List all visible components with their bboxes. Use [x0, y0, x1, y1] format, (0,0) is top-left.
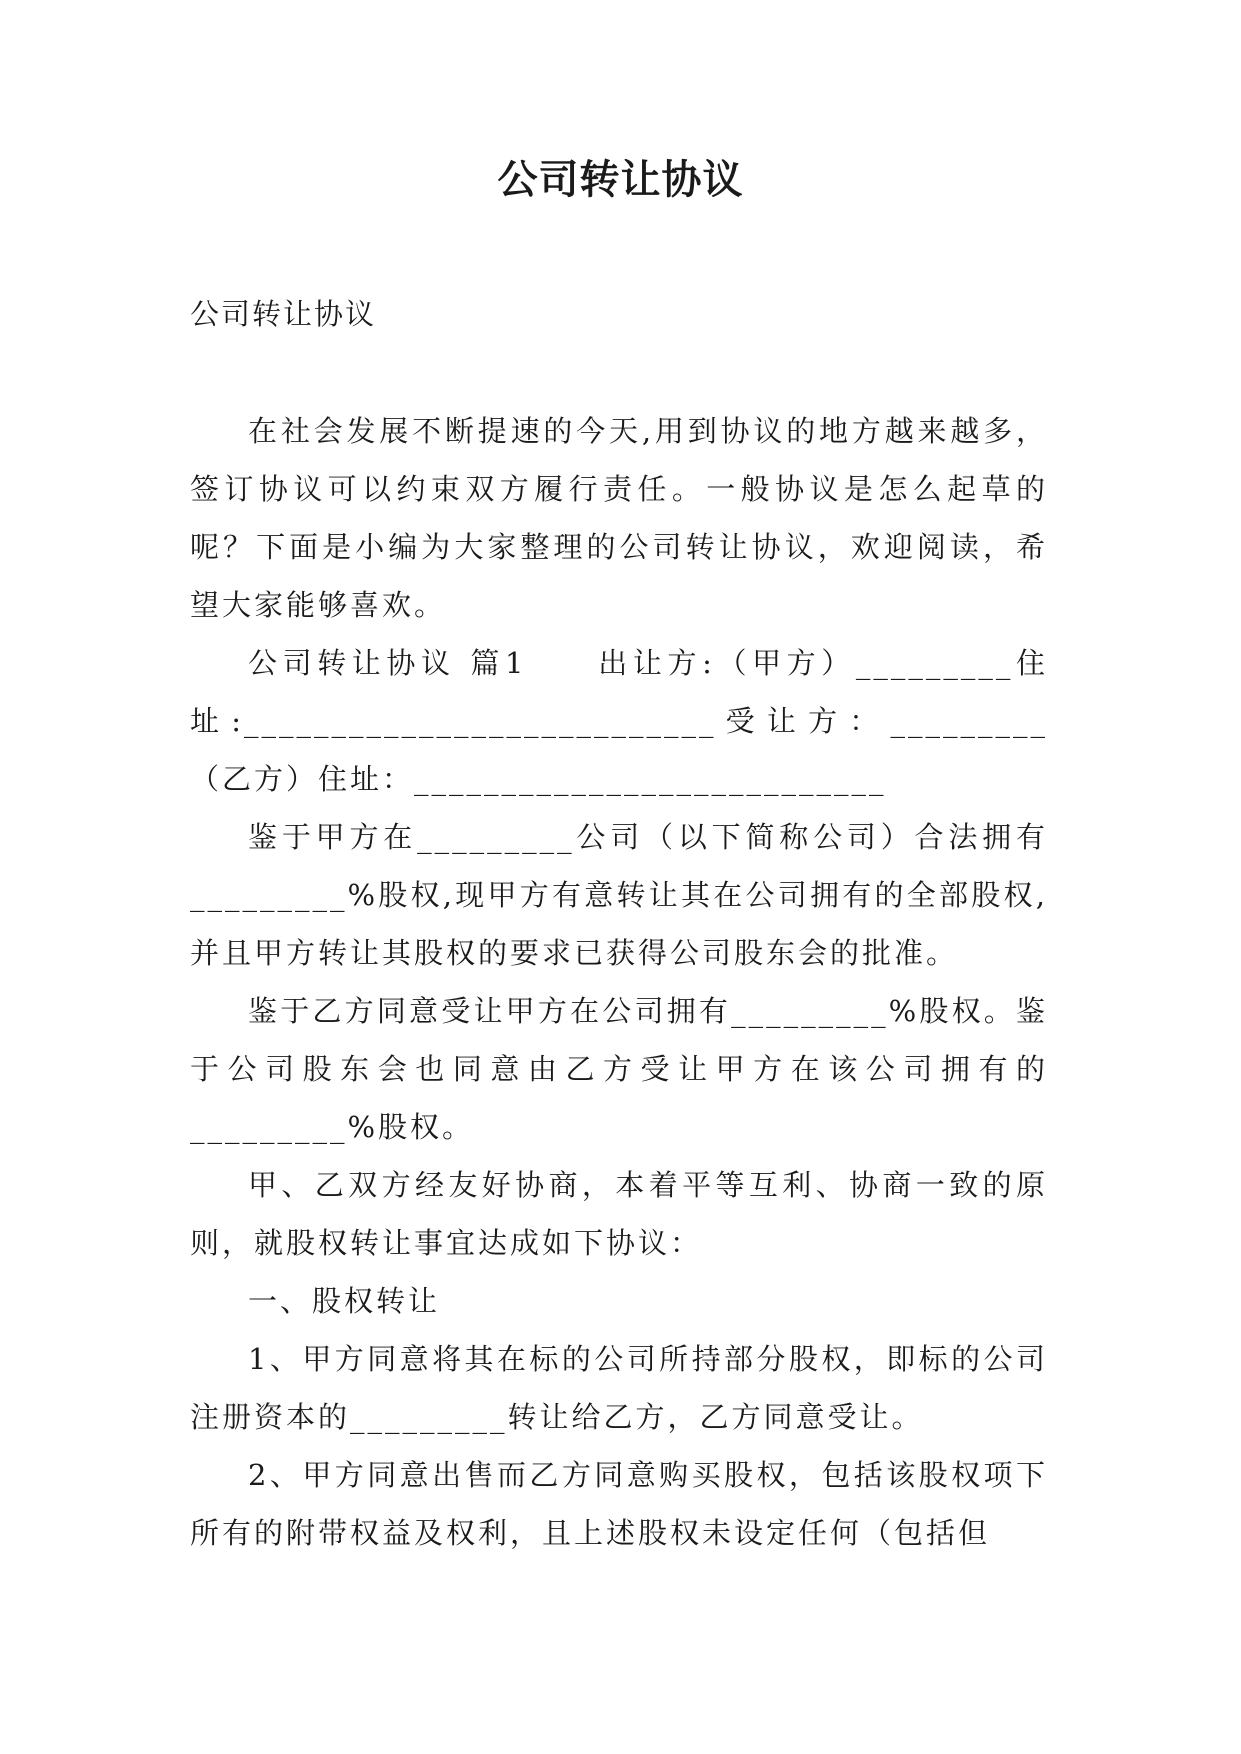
paragraph-whereas-party-a: 鉴于甲方在_________公司（以下简称公司）合法拥有_________%股权,现甲方有意转让其在公司拥有的全部股权,并且甲方转让其股权的要求已获得公司股东会的批准。 [190, 820, 1048, 970]
clause-1: 1、甲方同意将其在标的公司所持部分股权，即标的公司注册资本的_________转让给乙方，乙方同意受让。 [190, 1342, 1048, 1434]
document-body [190, 402, 1048, 1562]
paragraph-agreement: 甲、乙双方经友好协商，本着平等互利、协商一致的原则，就股权转让事宜达成如下协议： [190, 1168, 1048, 1260]
clause-2: 2、甲方同意出售而乙方同意购买股权，包括该股权项下所有的附带权益及权利，且上述股权未设定任何（包括但 [190, 1458, 1048, 1550]
paragraph-intro: 在社会发展不断提速的今天,用到协议的地方越来越多，签订协议可以约束双方履行责任。一般协议是怎么起草的呢？下面是小编为大家整理的公司转让协议，欢迎阅读，希望大家能够喜欢。 [190, 414, 1048, 622]
paragraph-parties: 公司转让协议 篇1 出让方:（甲方）_________住址:___________________________受让方：_________（乙方）住址：___________________________ [190, 646, 1048, 796]
document-title: 公司转让协议 [497, 157, 744, 203]
section-heading: 一、股权转让 [248, 1284, 441, 1318]
document-subtitle: 公司转让协议 [190, 297, 377, 331]
paragraph-whereas-party-b: 鉴于乙方同意受让甲方在公司拥有_________%股权。鉴于公司股东会也同意由乙方受让甲方在该公司拥有的_________%股权。 [190, 994, 1048, 1144]
